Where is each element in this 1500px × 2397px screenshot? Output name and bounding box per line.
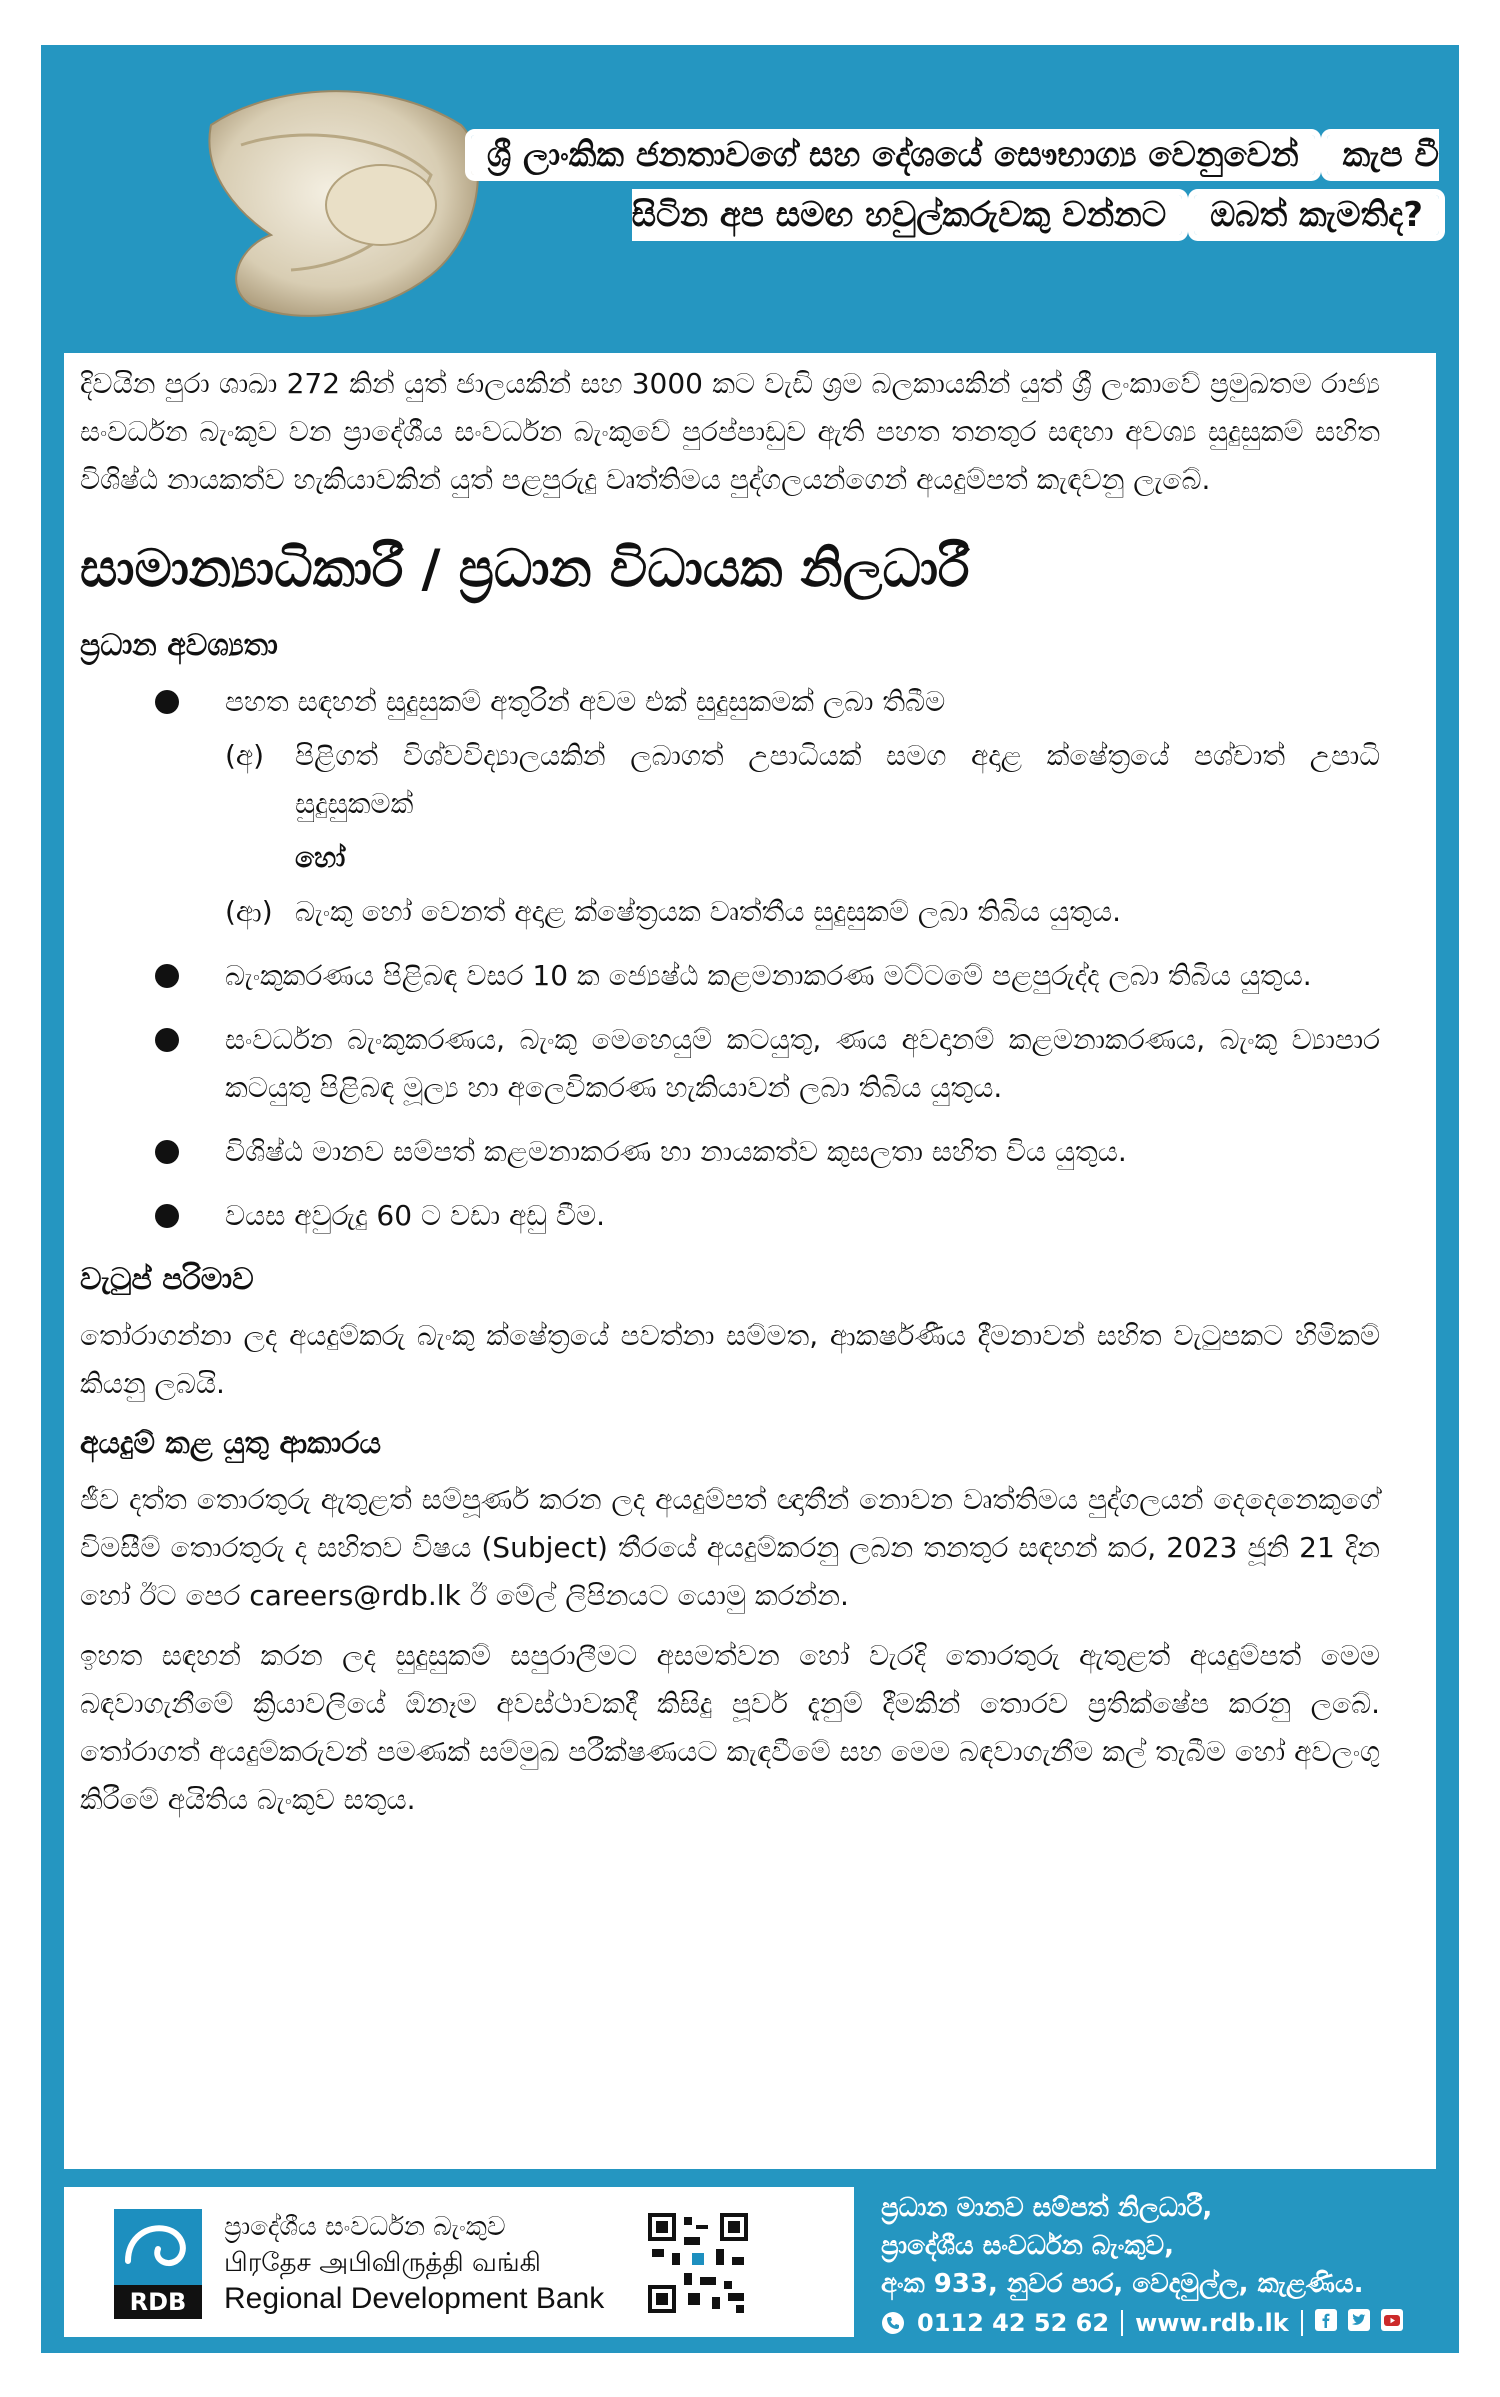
address-line-3: අංක 933, නුවර පාර, වෙදමුල්ල, කැළණිය. [881, 2269, 1364, 2299]
requirement-4: විශිෂ්ඨ මානව සම්පත් කළමනාකරණ හා නායකත්ව කුසලතා සහිත විය යුතුය. [225, 1135, 1127, 1168]
sub-marker-aa: (ආ) [225, 895, 273, 928]
website-link[interactable]: www.rdb.lk [1135, 2309, 1289, 2337]
or-word: හෝ [295, 841, 346, 874]
divider [1121, 2310, 1123, 2336]
rdb-logo-icon [114, 2209, 202, 2319]
apply-paragraph-1: ජීව දත්ත තොරතුරු ඇතුළත් සම්පූර්ණ කරන ලද අයදුම්පත් ඥාතීන් නොවන වෘත්තිමය පුද්ගලයන් දෙදෙනෙකුගේ විමසීම් තොරතුරු ද සහිතව විෂය (Subject) තීරයේ අයදුම්කරනු ලබන තනතුර සඳහන් කර, 2023 ජූනි 21 දින හෝ ඊට පෙර careers@rdb.lk ඊ මේල් ලිපිනයට යොමු කරන්න. [80, 1483, 1380, 1612]
requirement-3: සංවර්ධන බැංකුකරණය, බැංකු මෙහෙයුම් කටයුතු, ණය අවදානම් කළමනාකරණය, බැංකු ව්‍යාපාර කටයුතු පිළිබඳ මූල්‍ය හා අලෙවිකරණ හැකියාවන් ලබා තිබිය යුතුය. [225, 1023, 1380, 1104]
sub-text-aa: බැංකු හෝ වෙනත් අදාළ ක්ෂේත්‍රයක වෘත්තීය සුදුසුකම් ලබා තිබිය යුතුය. [295, 895, 1122, 928]
headline [459, 125, 1439, 245]
job-title: සාමාන්‍යාධිකාරී / ප්‍රධාන විධායක නිලධාරී [80, 539, 970, 599]
phone-icon [881, 2311, 905, 2335]
bank-names [224, 2209, 604, 2317]
bullet-icon [155, 1028, 179, 1052]
bank-logo-box [64, 2187, 854, 2337]
bullet-icon [155, 964, 179, 988]
salary-text: තෝරාගන්නා ලද අයදුම්කරු බැංකු ක්ෂේත්‍රයේ පවත්නා සම්මත, ආකර්ෂණීය දීමනාවන් සහිත වැටුපකට හිමිකම් කියනු ලබයි. [80, 1319, 1380, 1400]
headline-line-1: ශ්‍රී ලාංකික ජනතාවගේ සහ දේශයේ සෞභාග්‍ය වෙනුවෙන් [479, 135, 1307, 175]
footer [41, 2169, 1459, 2353]
conch-shell-icon [181, 65, 501, 335]
requirement-1: පහත සඳහන් සුදුසුකම් අතුරින් අවම එක් සුදුසුකමක් ලබා තිබීම [225, 685, 946, 718]
contact-address [881, 2189, 1364, 2303]
bullet-icon [155, 1204, 179, 1228]
bank-name-sinhala: ප්‍රාදේශීය සංවර්ධන බැංකුව [224, 2212, 506, 2242]
bullet-icon [155, 690, 179, 714]
list-item [155, 1192, 1380, 1240]
header-banner [41, 45, 1459, 353]
rdb-abbrev: RDB [114, 2285, 202, 2319]
qr-code-icon[interactable] [644, 2209, 752, 2317]
sub-marker-a: (අ) [225, 739, 265, 772]
bullet-icon [155, 1140, 179, 1164]
bank-name-english: Regional Development Bank [224, 2282, 605, 2315]
youtube-icon[interactable] [1381, 2309, 1403, 2331]
headline-line-2: කැප වී සිටින අප සමඟ හවුල්කරුවකු වන්නට [631, 135, 1439, 235]
intro-paragraph: දිවයින පුරා ශාඛා 272 කින් යුත් ජාලයකින් සහ 3000 කට වැඩි ශ්‍රම බලකායකින් යුත් ශ්‍රී ලංකාවේ ප්‍රමුඛතම රාජ්‍ය සංවර්ධන බැංකුව වන ප්‍රාදේශීය සංවර්ධන බැංකුවේ පුරප්පාඩුව ඇති පහත තනතුර සඳහා අවශ්‍ය සුදුසුකම් සහිත විශිෂ්ඨ නායකත්ව හැකියාවකින් යුත් පළපුරුදු වෘත්තිමය පුද්ගලයන්ගෙන් අයදුම්පත් කැඳවනු ලැබේ. [80, 367, 1380, 496]
swirl-icon [114, 2209, 202, 2285]
apply-paragraph-2: ඉහත සඳහන් කරන ලද සුදුසුකම් සපුරාලීමට අසමත්වන හෝ වැරදි තොරතුරු ඇතුළත් අයදුම්පත් මෙම බඳවාගැනීමේ ක්‍රියාවලියේ ඕනෑම අවස්ථාවකදී කිසිදු පූර්ව දැනුම් දීමකින් තොරව ප්‍රතික්ෂේප කරනු ලබේ. තෝරාගත් අයදුම්කරුවන් පමණක් සම්මුඛ පරීක්ෂණයට කැඳවීමේ සහ මෙම බඳවාගැනීම කල් තැබීම හෝ අවලංගු කිරීමේ අයිතිය බැංකුව සතුය. [80, 1639, 1380, 1816]
divider [1301, 2310, 1303, 2336]
list-item [155, 952, 1380, 1000]
facebook-icon[interactable] [1315, 2309, 1337, 2331]
twitter-icon[interactable] [1348, 2309, 1370, 2331]
apply-heading: අයදුම් කළ යුතු ආකාරය [80, 1426, 382, 1461]
main-content [80, 360, 1380, 1836]
sub-text-a: පිළිගත් විශ්වවිද්‍යාලයකින් ලබාගත් උපාධියක් සමග අදාළ ක්ෂේත්‍රයේ පශ්චාත් උපාධි සුදුසුකමක් [295, 739, 1380, 820]
address-line-1: ප්‍රධාන මානව සම්පත් නිලධාරී, [881, 2193, 1213, 2223]
contact-bar [881, 2309, 1406, 2337]
social-icons [1315, 2309, 1407, 2337]
headline-line-3: ඔබත් කැමතිද? [1202, 195, 1431, 235]
requirements-list [80, 678, 1380, 1240]
address-line-2: ප්‍රාදේශීය සංවර්ධන බැංකුව, [881, 2231, 1174, 2261]
phone-number[interactable]: 0112 42 52 62 [917, 2309, 1110, 2337]
requirement-5: වයස අවුරුදු 60 ට වඩා අඩු වීම. [225, 1199, 606, 1232]
salary-heading: වැටුප් පරිමාව [80, 1262, 254, 1297]
bank-name-tamil: பிரதேச அபிவிருத்தி வங்கி [224, 2248, 541, 2278]
sub-item-a [225, 732, 1380, 828]
list-item [155, 1016, 1380, 1112]
list-item [155, 678, 1380, 936]
list-item [155, 1128, 1380, 1176]
requirements-heading: ප්‍රධාන අවශ්‍යතා [80, 628, 278, 663]
sub-item-aa [225, 888, 1380, 936]
requirement-2: බැංකුකරණය පිළිබඳ වසර 10 ක ජ්‍යෙෂ්ඨ කළමනාකරණ මට්ටමේ පළපුරුද්ද ලබා තිබිය යුතුය. [225, 959, 1312, 992]
